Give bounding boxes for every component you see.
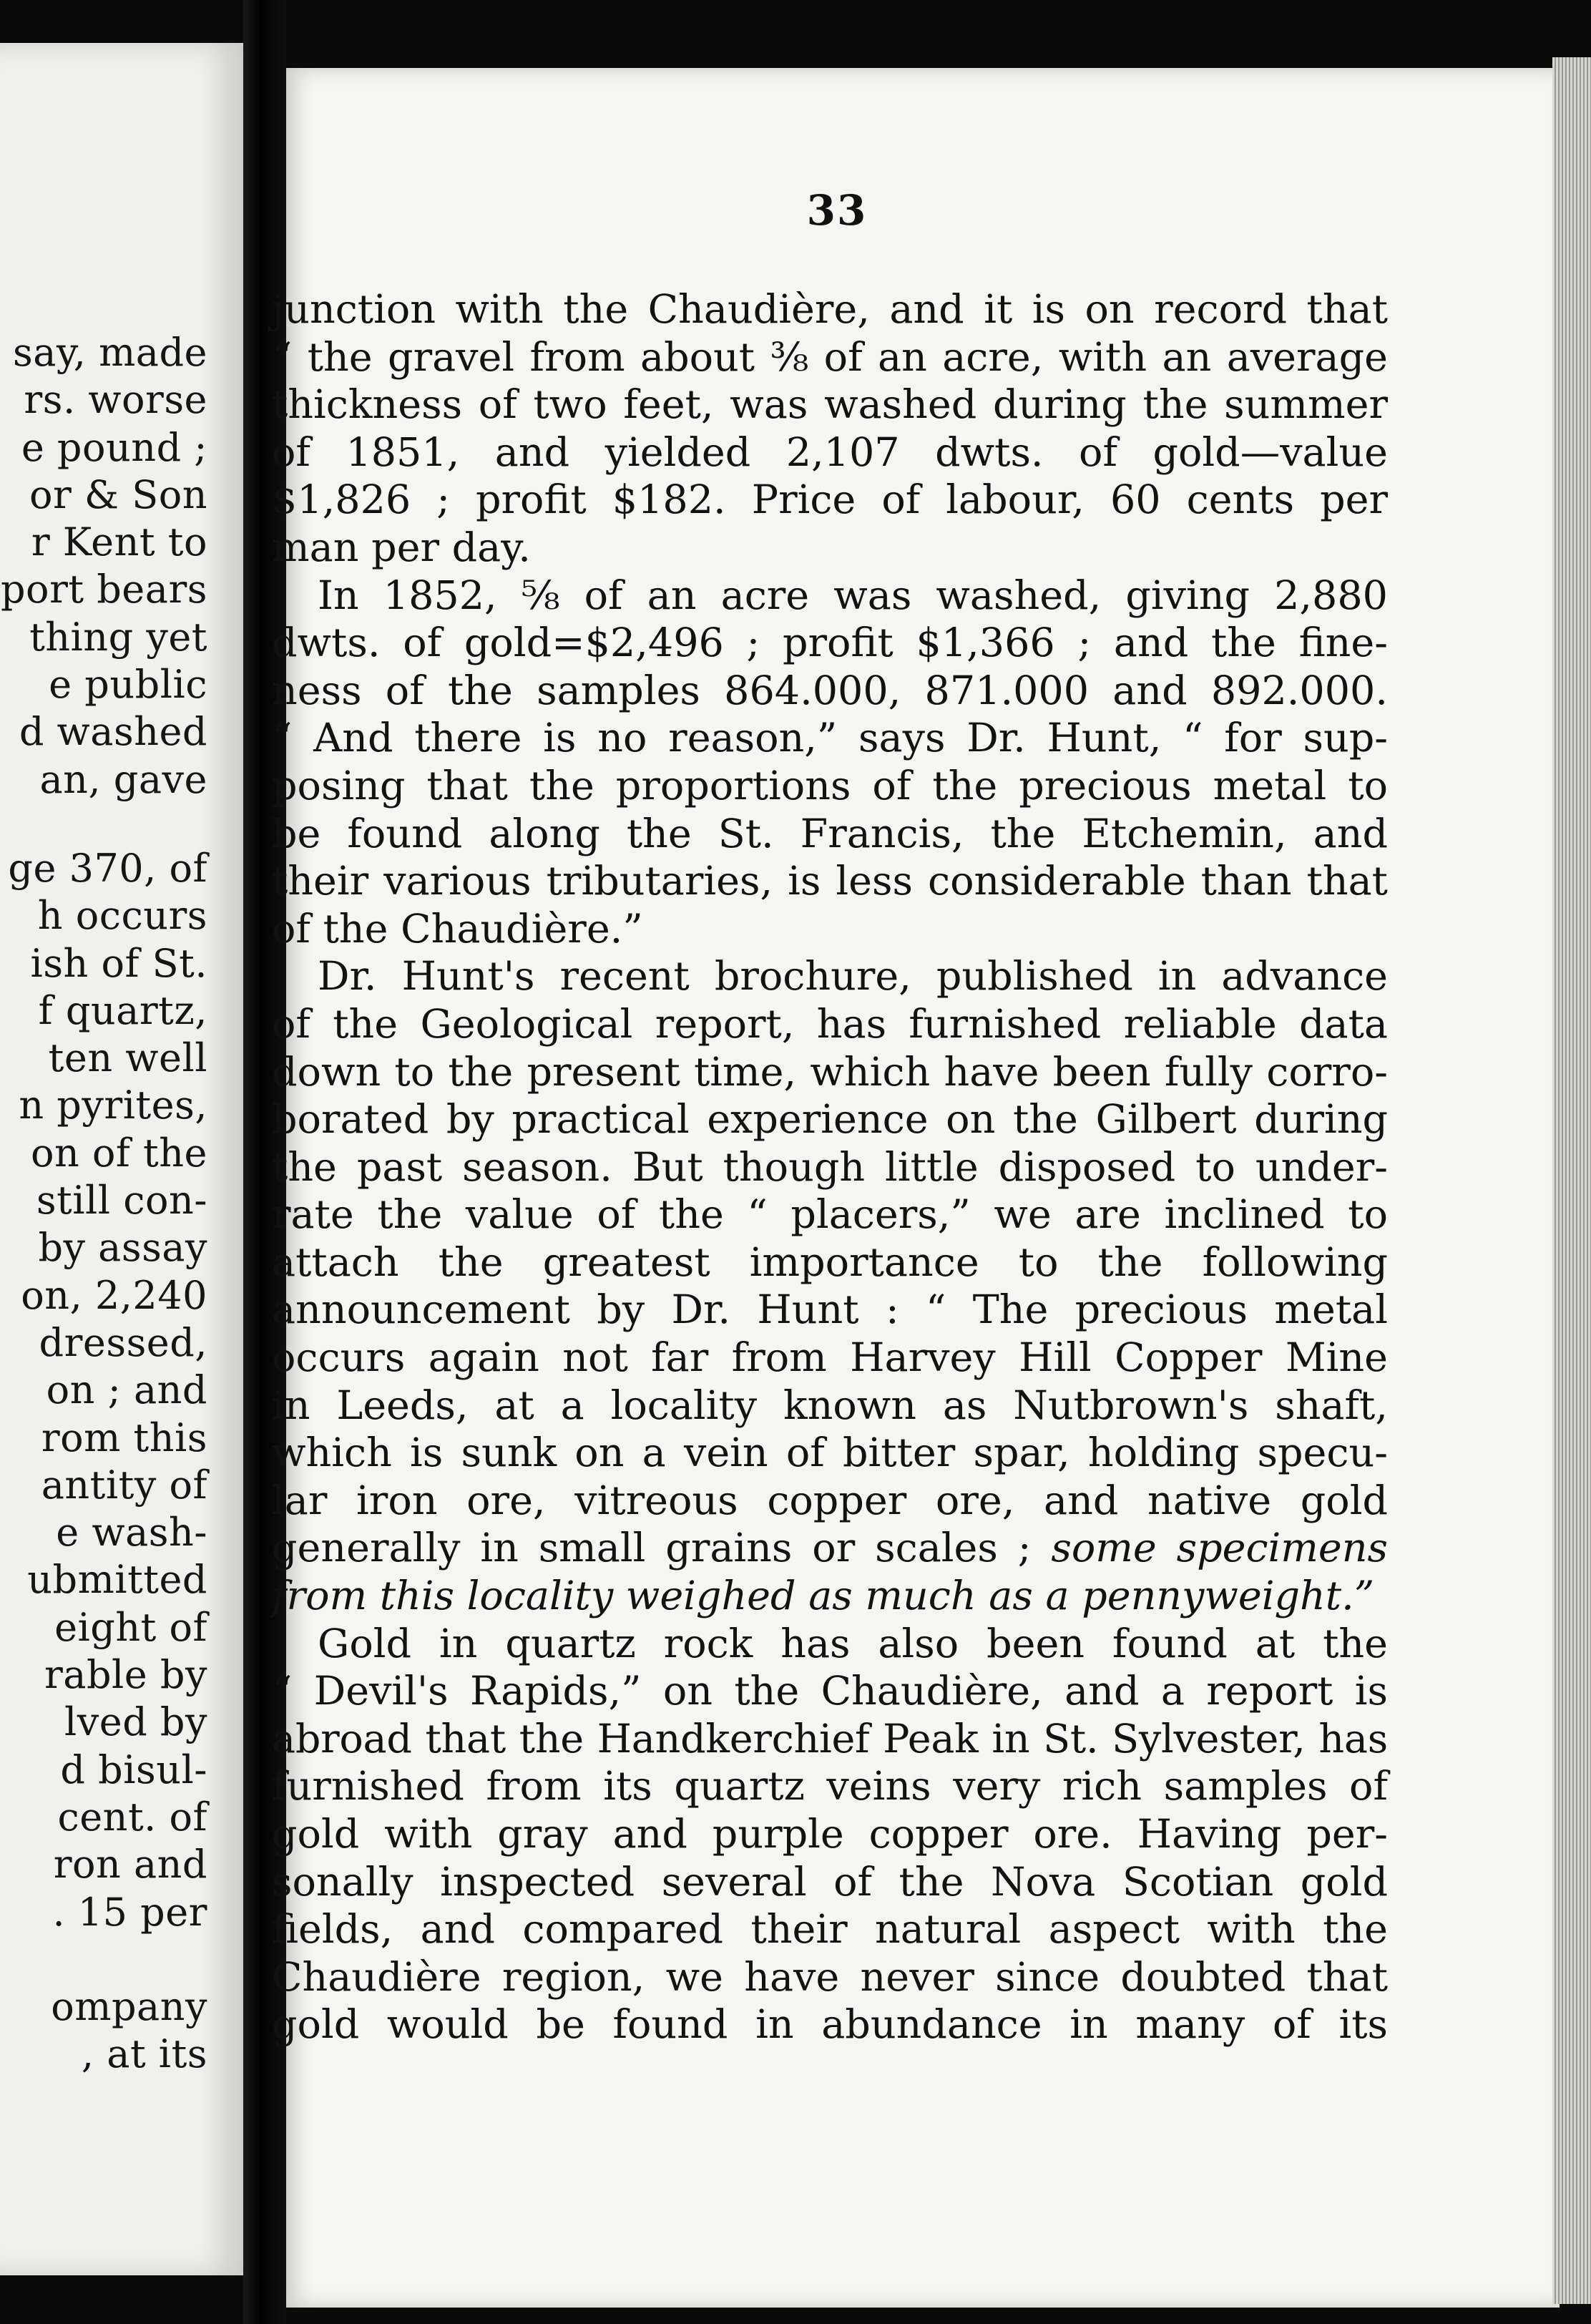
text-line: “ Devil's Rapids,” on the Chaudière, and a report is [272,1668,1388,1715]
text-line: lar iron ore, vitreous copper ore, and native gold [272,1477,1388,1524]
prev-line: port bears [0,567,207,612]
text-line: gold would be found in abundance in many of its [272,2001,1388,2049]
text-line: down to the present time, which have been fully corro- [272,1048,1388,1095]
prev-line: on, 2,240 [21,1272,207,1318]
prev-line: antity of [41,1462,207,1508]
prev-line: h occurs [37,893,207,939]
text-line: Gold in quartz rock has also been found at the [318,1620,1388,1667]
prev-line: dressed, [39,1319,207,1365]
text-line: dwts. of gold=$2,496 ; profit $1,366 ; and the fine- [272,620,1388,667]
prev-line: still con- [36,1178,207,1224]
text-line: “ And there is no reason,” says Dr. Hunt, “ for sup- [272,715,1388,762]
text-line: borated by practical experience on the Gilbert during [272,1096,1388,1143]
prev-line: ron and [53,1842,207,1888]
prev-line: ompany [51,1984,207,2030]
prev-line: e public [49,662,207,708]
prev-line: eight of [54,1604,207,1650]
prev-line: r Kent to [31,519,207,565]
text-line: be found along the St. Francis, the Etchemin, and [272,810,1388,857]
text-line: announcement by Dr. Hunt : “ The precious metal [272,1286,1388,1334]
prev-line: on ; and [46,1367,207,1413]
prev-line: e pound ; [21,424,207,470]
prev-line: . 15 per [52,1889,207,1935]
text-line: man per day. [272,524,531,571]
text-line: junction with the Chaudière, and it is on record that [272,286,1388,333]
page-number: 33 [806,186,868,235]
text-line: ness of the samples 864.000, 871.000 and 892.000. [272,667,1388,714]
prev-line: d washed [19,709,207,755]
text-line: Dr. Hunt's recent brochure, published in advance [318,953,1388,1000]
text-line: which is sunk on a vein of bitter spar, holding specu- [272,1430,1388,1477]
prev-line: cent. of [57,1794,207,1840]
text-line: fields, and compared their natural aspect with the [272,1906,1388,1953]
prev-line [0,1936,207,1983]
text-roman-part: generally in small grains or scales ; [272,1525,1032,1572]
prev-line: rs. worse [24,377,207,423]
text-line: their various tributaries, is less considerable than that [272,858,1388,905]
previous-page [0,43,243,2275]
text-line: of the Geological report, has furnished reliable data [272,1000,1388,1048]
prev-line: rable by [44,1652,207,1698]
text-italic-part: some specimens [1051,1525,1388,1572]
text-line: posing that the proportions of the precious metal to [272,762,1388,809]
prev-line: say, made [13,330,207,375]
prev-line: ten well [48,1035,207,1081]
prev-line: ge 370, of [8,845,207,891]
prev-line: ubmitted [27,1557,207,1603]
text-line: of the Chaudière.” [272,905,643,952]
prev-line: e wash- [56,1510,207,1556]
text-line: thickness of two feet, was washed during the summer [272,381,1388,429]
prev-line: ish of St. [30,940,207,986]
prev-line: , at its [81,2031,207,2077]
text-line: gold with gray and purple copper ore. Having per- [272,1811,1388,1857]
prev-line: by assay [38,1225,207,1271]
text-line: Chaudière region, we have never since doubted that [272,1953,1388,2001]
text-line: rate the value of the “ placers,” we are inclined to [272,1191,1388,1239]
text-line: occurs again not far from Harvey Hill Copper Mine [272,1334,1388,1382]
text-line-mixed [272,1525,1388,1573]
text-line: “ the gravel from about ⅜ of an acre, with an average [272,333,1388,381]
prev-line: on of the [30,1130,207,1176]
prev-line: an, gave [39,756,207,802]
text-line: furnished from its quartz veins very rich samples of [272,1763,1388,1810]
text-line: sonally inspected several of the Nova Scotian gold [272,1858,1388,1905]
text-line: $1,826 ; profit $182. Price of labour, 60 cents per [272,477,1388,524]
prev-line: rom this [41,1415,207,1460]
text-line: In 1852, ⅝ of an acre was washed, giving 2,880 [318,572,1388,619]
prev-line: or & Son [29,472,207,517]
previous-page-text [0,329,207,2079]
text-line: the past season. But though little disposed to under- [272,1143,1388,1191]
page-body-text [272,286,1388,2049]
paragraph-gap [0,804,207,845]
prev-line: thing yet [29,614,207,660]
text-line-italic: from this locality weighed as much as a pennyweight.” [272,1573,1375,1620]
text-line: attach the greatest importance to the following [272,1239,1388,1286]
text-line: of 1851, and yielded 2,107 dwts. of gold—value [272,429,1388,476]
prev-line: f quartz, [38,987,207,1033]
prev-line: n pyrites, [19,1083,207,1128]
prev-line: lved by [64,1699,207,1745]
text-line: abroad that the Handkerchief Peak in St. Sylvester, has [272,1715,1388,1762]
prev-line: d bisul- [60,1747,207,1792]
page-edges [1552,57,1591,2304]
text-line: in Leeds, at a locality known as Nutbrown's shaft, [272,1382,1388,1429]
